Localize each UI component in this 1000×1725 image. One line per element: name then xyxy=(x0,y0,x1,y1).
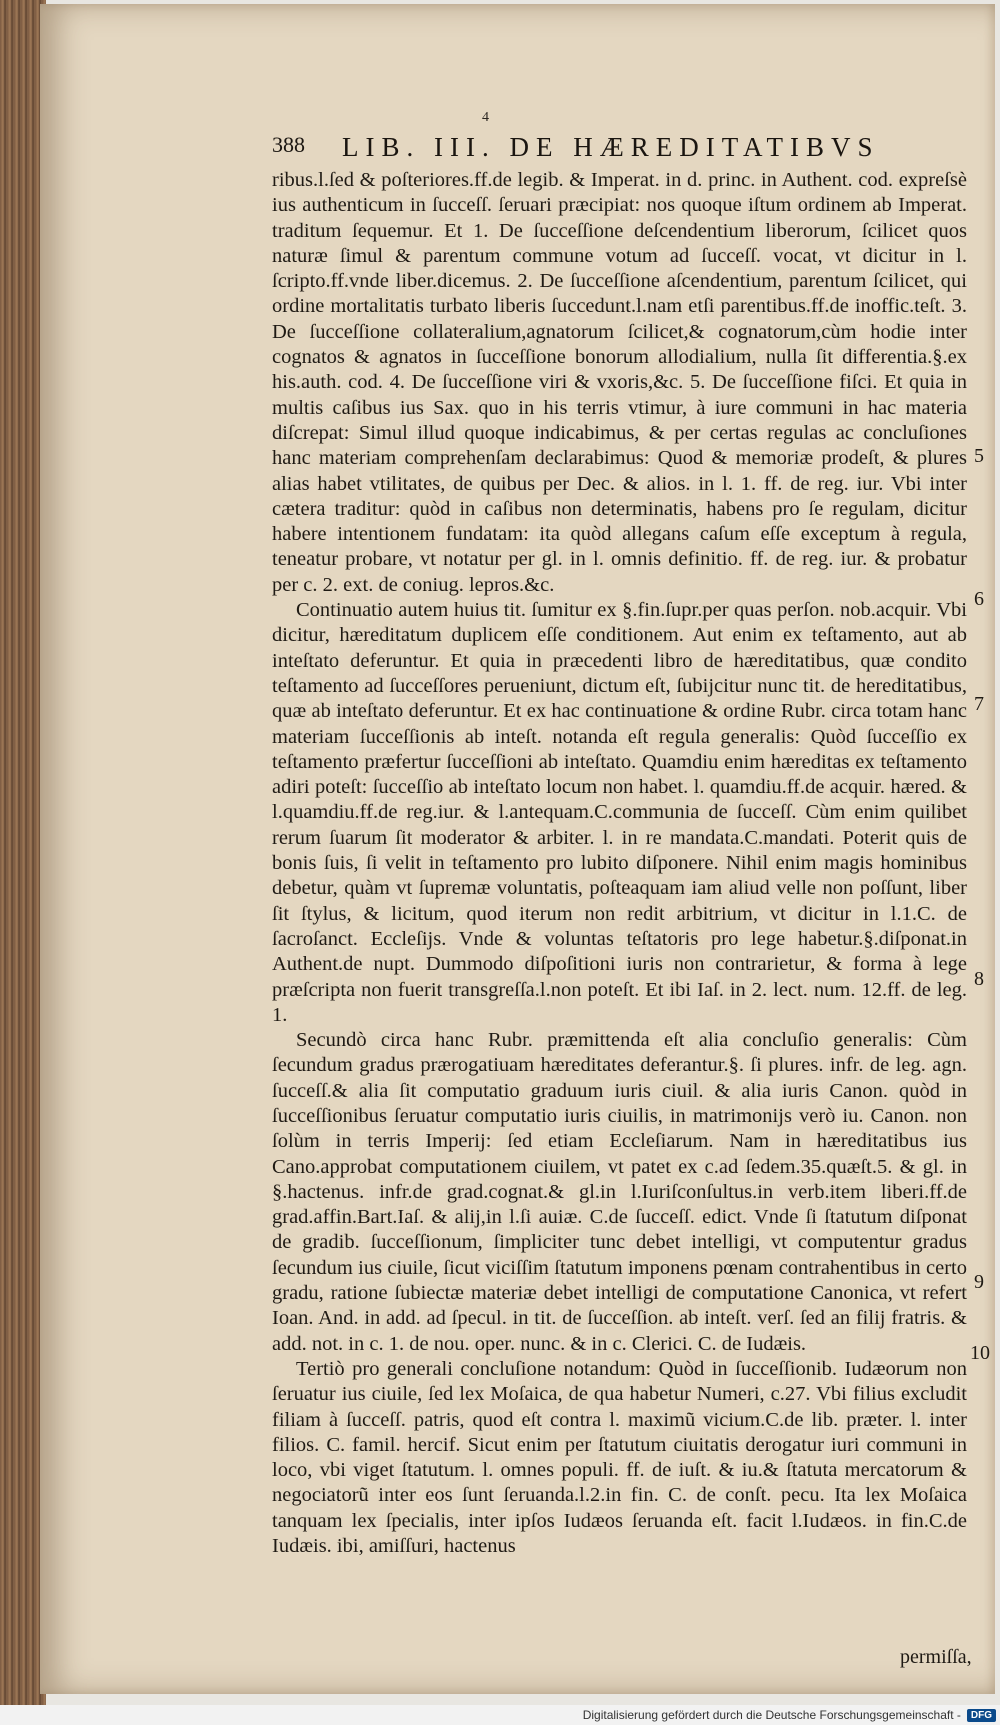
paragraph-2: Continuatio autem huius tit. ſumitur ex §.fin.ſupr.per quas perſon. nob.acquir. Vbi dicitur, hæreditatum duplicem eſſe conditionem. Aut enim ex teſtamento, aut ab inteſtato deferuntur. Et quia in præcedenti libro de hæreditatibus, quæ condito teſtamento ad ſucceſſores perueniunt, dictum eſt, ſubijcitur nunc tit. de hereditatibus, quæ ab inteſtato deferuntur. Et ex hac continuatione & ordine Rubr. circa totam hanc materiam ſucceſſionis ab inteſt. notanda eſt regula generalis: Quòd ſucceſſio ex teſtamento præfertur ſucceſſioni ab inteſtato. Quamdiu enim hæreditas ex teſtamento adiri poteſt: ſucceſſio ab inteſtato locum non habet. l. quamdiu.ff.de acquir. hæred. & l.quamdiu.ff.de reg.iur. & l.antequam.C.communia de ſucceſſ. Cùm enim quilibet rerum ſuarum ſit moderator & arbiter. l. in re mandata.C.mandati. Poterit quis de bonis ſuis, ſi velit in teſtamento pro lubito diſponere. Nihil enim magis hominibus debetur, quàm vt ſupremæ voluntatis, poſteaquam iam aliud velle non poſſunt, liber ſit ſtylus, & licitum, quod iterum non redit arbitrium, vt dicitur in l.1.C. de ſacroſanct. Eccleſijs. Vnde & voluntas teſtatoris pro lege habetur.§.diſponat.in Authent.de nupt. Dummodo diſpoſitioni iuris non contrarietur, & forma à lege præſcripta non fuerit transgreſſa.l.non poteſt. Et ibi Iaſ. in 2. lect. num. 12.ff. de leg. 1. xyxy=(272,599,967,1026)
page-header xyxy=(272,132,972,166)
margin-number-10: 10 xyxy=(970,1342,990,1364)
footer-bar xyxy=(0,1705,1000,1725)
catchword: permiſſa, xyxy=(900,1646,972,1668)
printer-mark: 4 xyxy=(482,110,489,125)
margin-number-6: 6 xyxy=(974,588,984,610)
margin-number-8: 8 xyxy=(974,968,984,990)
margin-number-9: 9 xyxy=(974,1271,984,1293)
margin-number-5: 5 xyxy=(974,445,984,467)
paragraph-1: ribus.l.ſed & poſteriores.ff.de legib. & Imperat. in d. princ. in Authent. cod. expreſsè ius authenticum in ſucceſſ. ſeruari præcipiat: nos quoque iſtum ordinem ab Imperat. traditum ſequemur. Et 1. De ſucceſſione deſcendentium liberorum, ſcilicet quos naturæ ſimul & parentum commune votum ad ſucceſſ. vocat, vt dicitur in l. ſcripto.ff.vnde liber.dicemus. 2. De ſucceſſione aſcendentium, parentum ſcilicet, qui ordine mortalitatis turbato liberis ſuccedunt.l.nam etſi parentibus.ff.de inoffic.teſt. 3. De ſucceſſione collateralium,agnatorum ſcilicet,& cognatorum,cùm hodie inter cognatos & agnatos in ſucceſſione bonorum allodialium, nulla ſit differentia.§.ex his.auth. cod. 4. De ſucceſſione viri & vxoris,&c. 5. De ſucceſſione fiſci. Et quia in multis caſibus ius Sax. quo in his terris vtimur, à iure communi in hac materia diſcrepat: Simul illud quoque indicabimus, & per certas regulas ac concluſiones hanc materiam comprehenſam declarabimus: Quod & memoriæ prodeſt, & plures alias habet vtilitates, de quibus per Dec. & alios. in l. 1. ff. de reg. iur. Vbi inter cætera traditur: quòd in caſibus non determinatis, habens pro ſe regulam, dicitur habere intentionem fundatam: ita quòd allegans caſum eſſe exceptum à regula, teneatur probare, vt notatur per gl. in l. omnis definitio. ff. de reg. iur. & probatur per c. 2. ext. de coniug. lepros.&c. xyxy=(272,169,967,596)
running-head: LIB. III. DE HÆREDITATIBVS xyxy=(342,132,880,162)
paragraph-3: Secundò circa hanc Rubr. præmittenda eſt alia concluſio generalis: Cùm ſecundum gradus prærogatiuam hæreditates deferantur.§. ſi plures. infr. de leg. agn. ſucceſſ.& alia ſit computatio graduum iuris ciuil. & alia iuris Canon. quòd in ſucceſſionibus ſeruatur computatio iuris ciuilis, in matrimonijs verò iu. Canon. non ſolùm in terris Imperij: ſed etiam Eccleſiarum. Nam in hæreditatibus ius Cano.approbat computationem ciuilem, vt patet ex c.ad ſedem.35.quæſt.5. & gl. in §.hactenus. infr.de grad.cognat.& gl.in l.Iuriſconſultus.in verb.item liberi.ff.de grad.affin.Bart.Iaſ. & alij,in l.ſi auiæ. C.de ſucceſſ. edict. Vnde ſi ſtatutum diſponat de gradib. ſucceſſionum, ſimpliciter tunc debet intelligi, vt computentur gradus ſecundum ius ciuile, ſicut viciſſim ſtatutum imponens pœnam contrahentibus in certo gradu, ratione ſubiectæ materiæ debet intelligi de computatione Canonica, vt refert Ioan. And. in add. ad ſpecul. in tit. de ſucceſſion. ab inteſt. verſ. ſed an filij fratris. & add. not. in c. 1. de nou. oper. nunc. & in c. Clerici. C. de Iudæis. xyxy=(272,1029,967,1355)
body-text xyxy=(272,168,967,1559)
paragraph-4: Tertiò pro generali concluſione notandum: Quòd in ſucceſſionib. Iudæorum non ſeruatur ius ciuile, ſed lex Moſaica, de qua habetur Numeri, c.27. Vbi filius excludit filiam à ſucceſſ. patris, quod eſt contra l. maximũ vicium.C.de lib. præter. l. inter filios. C. famil. hercif. Sicut enim per ſtatutum ciuitatis derogatur iuri communi in loco, vbi viget ſtatutum. l. omnes populi. ff. de iuſt. & iu.& ſtatuta mercatorum & negociatorũ inter eos ſunt ſeruanda.l.2.in fin. C. de conſt. pecu. Ita lex Moſaica tanquam lex ſpecialis, inter ipſos Iudæos ſeruanda eſt. facit l.Iudæos. in fin.C.de Iudæis. ibi, amiſſuri, hactenus xyxy=(272,1357,967,1558)
dfg-logo: DFG xyxy=(967,1709,996,1722)
margin-number-7: 7 xyxy=(974,693,984,715)
page-number: 388 xyxy=(272,132,305,157)
footer-credit: Digitalisierung gefördert durch die Deutsche Forschungsgemeinschaft - xyxy=(582,1708,961,1722)
